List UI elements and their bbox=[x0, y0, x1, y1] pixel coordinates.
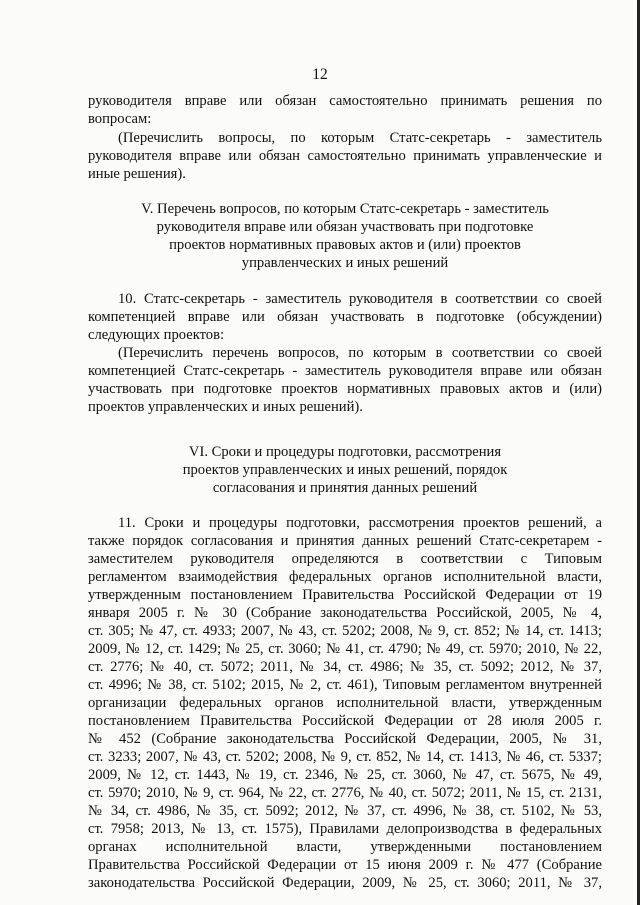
text-line: органах исполнительной власти, утвержденными постановлением bbox=[88, 839, 602, 855]
text-line: ст. 7958; 2013, № 13, ст. 1575), Правилами делопроизводства в федеральных bbox=[88, 821, 602, 837]
text-line: заместителем руководителя определяются в соответствии с Типовым bbox=[88, 551, 602, 567]
text-line: ст. 305; № 47, ст. 4933; 2007, № 43, ст. 5202; 2008, № 9, ст. 852; № 14, ст. 1413; bbox=[88, 623, 602, 639]
text-line: руководителя вправе или обязан самостоятельно принимать управленческие и bbox=[88, 148, 602, 164]
text-line: 2009, № 12, ст. 1429; № 25, ст. 3060; № 41, ст. 4790; № 49, ст. 5970; 2010, № 22, bbox=[88, 641, 602, 657]
page-number: 12 bbox=[312, 66, 328, 83]
text-line: (Перечислить перечень вопросов, по которым в соответствии со своей bbox=[118, 345, 602, 361]
text-line: также порядок согласования и принятия данных решений Статс-секретарем - bbox=[88, 533, 602, 549]
text-line: (Перечислить вопросы, по которым Статс-секретарь - заместитель bbox=[118, 130, 602, 146]
section-heading: руководителя вправе или обязан участвовать при подготовке bbox=[156, 219, 534, 235]
text-line: организации федеральных органов исполнительной власти, утвержденным bbox=[88, 695, 602, 711]
text-line: ст. 4996; № 38, ст. 5102; 2015, № 2, ст. 461), Типовым регламентом внутренней bbox=[88, 677, 602, 693]
text-line: компетенцией Статс-секретарь - заместитель руководителя вправе или обязан bbox=[88, 363, 602, 379]
text-line: января 2005 г. № 30 (Собрание законодательства Российской, 2005, № 4, bbox=[88, 605, 602, 621]
text-line: ст. 2776; № 40, ст. 5072; 2011, № 34, ст. 4986; № 35, ст. 5092; 2012, № 37, bbox=[88, 659, 602, 675]
text-line: проектов управленческих и иных решений). bbox=[88, 399, 363, 415]
section-heading: управленческих и иных решений bbox=[241, 255, 449, 271]
section-heading: проектов нормативных правовых актов и (или) проектов bbox=[169, 237, 521, 253]
text-line: № 34, ст. 4986, № 35, ст. 5092; 2012, № 37, ст. 4996, № 38, ст. 5102, № 53, bbox=[88, 803, 602, 819]
text-line: вопросам: bbox=[88, 111, 152, 127]
section-heading: V. Перечень вопросов, по которым Статс-секретарь - заместитель bbox=[141, 201, 549, 217]
text-line: регламентом взаимодействия федеральных органов исполнительной власти, bbox=[88, 569, 602, 585]
text-line: ст. 5970; 2010, № 9, ст. 964, № 22, ст. 2776, № 40, ст. 5072; 2011, № 15, ст. 2131, bbox=[88, 785, 602, 801]
text-line: следующих проектов: bbox=[88, 327, 225, 343]
text-line: 11. Сроки и процедуры подготовки, рассмотрения проектов решений, а bbox=[118, 515, 602, 531]
text-line: № 452 (Собрание законодательства Российской Федерации, 2005, № 31, bbox=[88, 731, 602, 747]
text-line: участвовать при подготовке проектов нормативных правовых актов и (или) bbox=[88, 381, 602, 397]
section-heading: согласования и принятия данных решений bbox=[212, 480, 478, 496]
text-line: 10. Статс-секретарь - заместитель руководителя в соответствии со своей bbox=[118, 291, 602, 307]
text-line: законодательства Российской Федерации, 2009, № 25, ст. 3060; 2011, № 37, bbox=[88, 875, 602, 891]
text-line: ст. 3233; 2007, № 43, ст. 5202; 2008, № 9, ст. 852, № 14, ст. 1413, № 46, ст. 5337; bbox=[88, 749, 602, 765]
section-heading: проектов управленческих и иных решений, порядок bbox=[182, 462, 508, 478]
text-line: постановлением Правительства Российской Федерации от 28 июля 2005 г. bbox=[88, 713, 602, 729]
text-line: утвержденным постановлением Правительства Российской Федерации от 19 bbox=[88, 587, 602, 603]
text-line: компетенцией вправе или обязан участвовать в подготовке (обсуждении) bbox=[88, 309, 602, 325]
text-line: Правительства Российской Федерации от 15 июня 2009 г. № 477 (Собрание bbox=[88, 857, 602, 873]
text-line: иные решения). bbox=[88, 166, 186, 182]
text-line: 2009, № 12, ст. 1443, № 19, ст. 2346, № 25, ст. 3060, № 47, ст. 5675, № 49, bbox=[88, 767, 602, 783]
text-line: руководителя вправе или обязан самостоятельно принимать решения по bbox=[88, 93, 602, 109]
section-heading: VI. Сроки и процедуры подготовки, рассмотрения bbox=[188, 444, 502, 460]
